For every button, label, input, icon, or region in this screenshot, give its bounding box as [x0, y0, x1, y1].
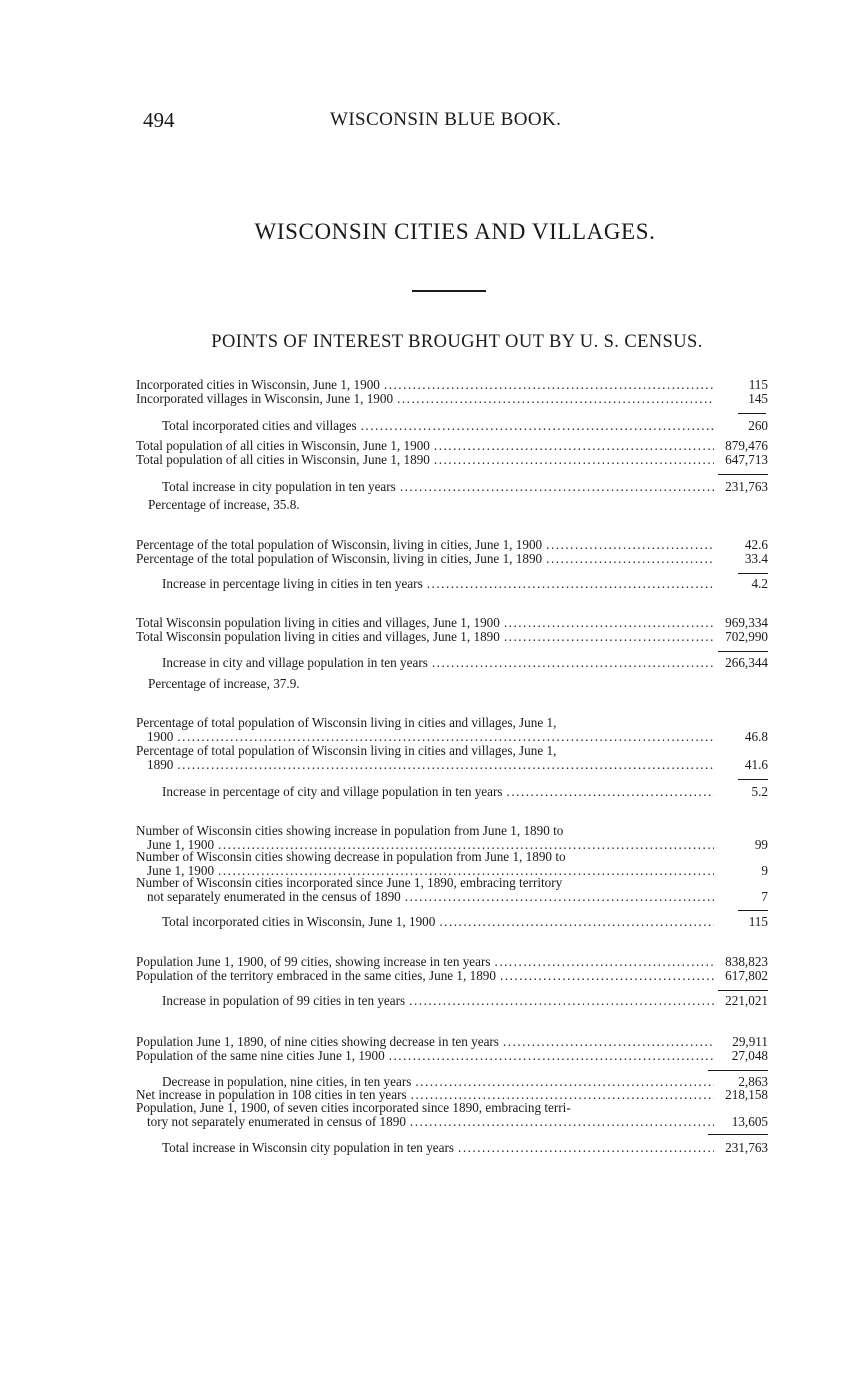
percentage-note: Percentage of increase, 35.8.	[148, 497, 300, 512]
sum-rule	[718, 651, 768, 652]
stat-line: not separately enumerated in the census of 1890 ..... 7	[147, 890, 768, 904]
stat-line: 1890 ..... 41.6	[147, 758, 768, 772]
stat-line: Population June 1, 1900, of 99 cities, showing increase in ten years ..... 838,823	[136, 955, 768, 969]
stat-line: Total population of all cities in Wisconsin, June 1, 1890 ..... 647,713	[136, 453, 768, 467]
sum-rule	[718, 474, 768, 475]
total-line: Total incorporated cities and villages ..... 260	[162, 419, 768, 433]
sum-rule	[738, 573, 768, 574]
stat-line: Percentage of the total population of Wisconsin, living in cities, June 1, 1890 ..... 33.4	[136, 552, 768, 566]
stat-line: Percentage of the total population of Wisconsin, living in cities, June 1, 1900 ..... 42.6	[136, 538, 768, 552]
sum-rule	[718, 990, 768, 991]
stat-line: June 1, 1900 ..... 99	[147, 838, 768, 852]
stat-line-head: Number of Wisconsin cities showing decrease in population from June 1, 1890 to	[136, 849, 566, 864]
stat-line: 1900 ..... 46.8	[147, 730, 768, 744]
stat-line: Population June 1, 1890, of nine cities showing decrease in ten years ..... 29,911	[136, 1035, 768, 1049]
running-head: WISCONSIN BLUE BOOK.	[330, 109, 562, 130]
page-number: 494	[143, 108, 175, 132]
stat-line: Incorporated villages in Wisconsin, June 1, 1900 ..... 145	[136, 392, 768, 406]
stat-line: June 1, 1900 ..... 9	[147, 864, 768, 878]
stat-line-head: Percentage of total population of Wisconsin living in cities and villages, June 1,	[136, 743, 557, 758]
total-line: Increase in city and village population in ten years ..... 266,344	[162, 656, 768, 670]
sum-rule	[708, 1070, 768, 1071]
sum-rule	[738, 910, 768, 911]
sum-rule	[738, 779, 768, 780]
stat-line: Population of the same nine cities June 1, 1900 ..... 27,048	[136, 1049, 768, 1063]
total-line: Increase in percentage of city and village population in ten years ..... 5.2	[162, 785, 768, 799]
stat-line: Decrease in population, nine cities, in ten years ..... 2,863	[162, 1075, 768, 1089]
total-line: Total incorporated cities in Wisconsin, June 1, 1900 ..... 115	[162, 915, 768, 929]
total-line: Total increase in city population in ten years ..... 231,763	[162, 480, 768, 494]
total-line: Total increase in Wisconsin city population in ten years ..... 231,763	[162, 1141, 768, 1155]
stat-line: Net increase in population in 108 cities in ten years ..... 218,158	[136, 1088, 768, 1102]
stat-line: Total Wisconsin population living in cities and villages, June 1, 1900 ..... 969,334	[136, 616, 768, 630]
page-title: WISCONSIN CITIES AND VILLAGES.	[254, 219, 656, 244]
stat-line: Population of the territory embraced in the same cities, June 1, 1890 ..... 617,802	[136, 969, 768, 983]
total-line: Increase in population of 99 cities in ten years ..... 221,021	[162, 994, 768, 1008]
stat-line: Total Wisconsin population living in cities and villages, June 1, 1890 ..... 702,990	[136, 630, 768, 644]
stat-line-head: Number of Wisconsin cities showing increase in population from June 1, 1890 to	[136, 823, 564, 838]
percentage-note: Percentage of increase, 37.9.	[148, 676, 300, 691]
stat-line: tory not separately enumerated in census of 1890 ..... 13,605	[147, 1115, 768, 1129]
stat-line-head: Population, June 1, 1900, of seven cities incorporated since 1890, embracing terri-	[136, 1100, 571, 1115]
sum-rule	[708, 1134, 768, 1135]
stat-line: Incorporated cities in Wisconsin, June 1, 1900 ..... 115	[136, 378, 768, 392]
title-rule	[412, 290, 486, 292]
section-subtitle: POINTS OF INTEREST BROUGHT OUT BY U. S. CENSUS.	[211, 332, 703, 352]
total-line: Increase in percentage living in cities in ten years ..... 4.2	[162, 577, 768, 591]
stat-line-head: Percentage of total population of Wisconsin living in cities and villages, June 1,	[136, 715, 557, 730]
stat-line: Total population of all cities in Wisconsin, June 1, 1900 ..... 879,476	[136, 439, 768, 453]
sum-rule	[738, 413, 766, 414]
stat-line-head: Number of Wisconsin cities incorporated since June 1, 1890, embracing territory	[136, 875, 563, 890]
